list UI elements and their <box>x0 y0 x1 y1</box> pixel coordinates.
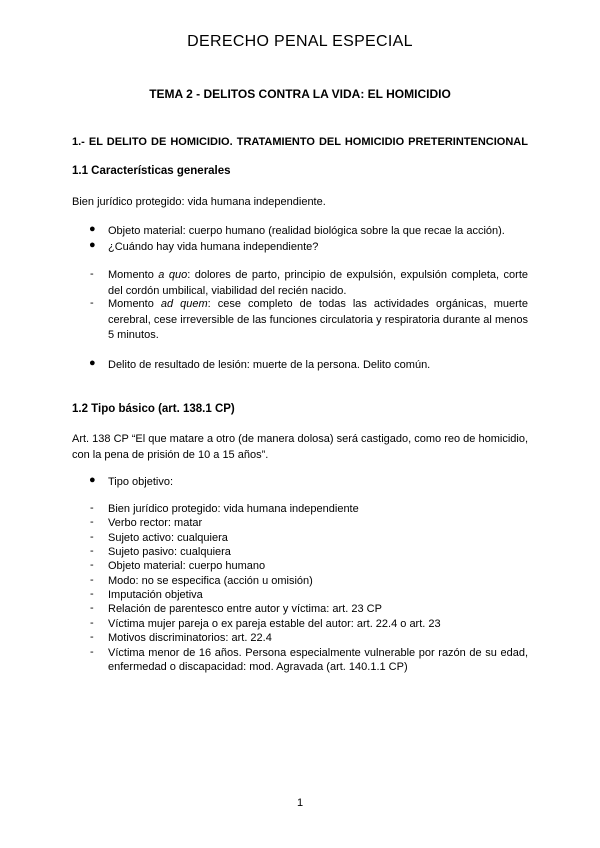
dash-icon: - <box>90 617 94 629</box>
bullet-icon: ● <box>89 357 96 369</box>
subsection-heading-1-1: 1.1 Características generales <box>72 165 231 177</box>
bullet-icon: ● <box>89 223 96 235</box>
dash-icon: - <box>90 516 94 528</box>
dash-icon: - <box>90 631 94 643</box>
document-header: DERECHO PENAL ESPECIAL <box>187 33 413 50</box>
subsection-heading-1-2: 1.2 Tipo básico (art. 138.1 CP) <box>72 403 235 415</box>
dash-icon: - <box>90 531 94 543</box>
chapter-title: TEMA 2 - DELITOS CONTRA LA VIDA: EL HOMICIDIO <box>149 87 451 101</box>
dash-icon: - <box>90 646 94 658</box>
dash-icon: - <box>90 602 94 614</box>
dash-icon: - <box>90 588 94 600</box>
dash-icon: - <box>90 268 94 280</box>
section-heading: 1.- EL DELITO DE HOMICIDIO. TRATAMIENTO DEL HOMICIDIO PRETERINTENCIONAL <box>72 136 528 148</box>
dash-icon: - <box>90 297 94 309</box>
bullet-icon: ● <box>89 474 96 486</box>
dash-icon: - <box>90 559 94 571</box>
dash-icon: - <box>90 574 94 586</box>
dash-icon: - <box>90 545 94 557</box>
dash-icon: - <box>90 502 94 514</box>
bullet-icon: ● <box>89 239 96 251</box>
quote-paragraph: Art. 138 CP “El que matare a otro (de manera dolosa) será castigado, como reo de homicidio, con la pena de prisión de 10 a 15 años”. <box>72 433 528 461</box>
page-number: 1 <box>296 797 304 809</box>
intro-paragraph: Bien jurídico protegido: vida humana independiente. <box>72 196 326 208</box>
